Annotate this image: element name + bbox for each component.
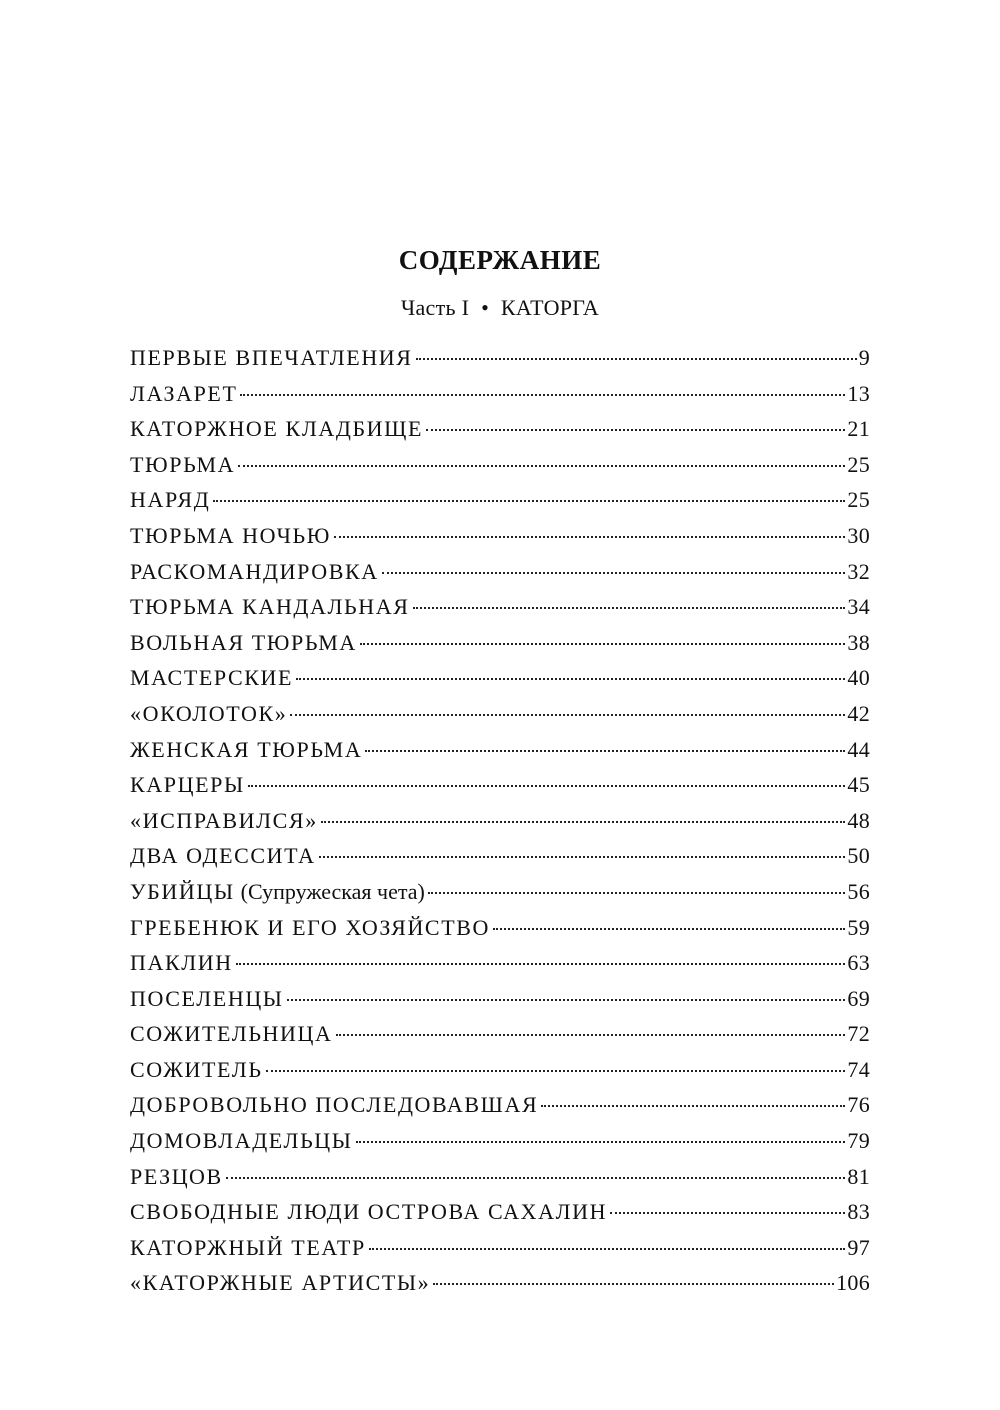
toc-entry-title-text: «КАТОРЖНЫЕ АРТИСТЫ»	[130, 1270, 431, 1296]
part-separator: •	[481, 295, 490, 320]
toc-entry	[130, 340, 870, 376]
toc-entry	[130, 660, 870, 696]
toc-entry-page-number: 83	[847, 1199, 870, 1225]
part-heading	[0, 295, 1000, 321]
toc-entry	[130, 1265, 870, 1301]
toc-entry-title-text: НАРЯД	[130, 487, 211, 513]
toc-entry	[130, 945, 870, 981]
dot-leader	[541, 1105, 845, 1107]
toc-entry-title-text: ДОМОВЛАДЕЛЬЦЫ	[130, 1128, 353, 1154]
dot-leader	[240, 394, 845, 396]
toc-entry	[130, 518, 870, 554]
toc-entry-title	[130, 838, 316, 874]
toc-entry-title-text: ПАКЛИН	[130, 950, 233, 976]
dot-leader	[334, 536, 845, 538]
dot-leader	[226, 1177, 846, 1179]
toc-entry	[130, 1194, 870, 1230]
toc-entry-title	[130, 554, 379, 590]
toc-entry-title-text: ВОЛЬНАЯ ТЮРЬМА	[130, 629, 357, 655]
toc-entry-title-text: ТЮРЬМА НОЧЬЮ	[130, 522, 331, 548]
toc-entry-title	[130, 625, 357, 661]
toc-entry-title-text: «ОКОЛОТОК»	[130, 700, 288, 726]
toc-entry-page-number: 106	[836, 1270, 870, 1296]
part-label: Часть I	[400, 295, 470, 320]
toc-entry	[130, 1052, 870, 1088]
toc-entry-title	[130, 1016, 333, 1052]
dot-leader	[296, 678, 845, 680]
dot-leader	[426, 429, 845, 431]
toc-entry	[130, 874, 870, 910]
toc-entry	[130, 732, 870, 768]
toc-entry-page-number: 69	[847, 985, 870, 1011]
dot-leader	[428, 892, 846, 894]
toc-entry	[130, 696, 870, 732]
toc-entry-page-number: 63	[847, 950, 870, 976]
toc-entry-title-text: ЖЕНСКАЯ ТЮРЬМА	[130, 736, 363, 762]
toc-list	[130, 340, 870, 1301]
toc-entry-title	[130, 589, 410, 625]
dot-leader	[360, 643, 846, 645]
dot-leader	[266, 1070, 846, 1072]
toc-entry-page-number: 76	[847, 1092, 870, 1118]
toc-entry-page-number: 56	[847, 878, 870, 904]
toc-entry-title-text: МАСТЕРСКИЕ	[130, 665, 294, 691]
toc-entry	[130, 910, 870, 946]
toc-entry	[130, 376, 870, 412]
toc-entry-title-text: ДОБРОВОЛЬНО ПОСЛЕДОВАВШАЯ	[130, 1092, 539, 1118]
toc-entry-title	[130, 447, 235, 483]
toc-entry-title-text: РЕЗЦОВ	[130, 1163, 223, 1189]
toc-entry-title-text: СОЖИТЕЛЬНИЦА	[130, 1021, 333, 1047]
toc-entry-title	[130, 482, 210, 518]
toc-entry-subtitle: (Супружеская чета)	[240, 878, 425, 904]
dot-leader	[287, 999, 846, 1001]
toc-entry-page-number: 34	[847, 594, 870, 620]
toc-entry-title	[130, 732, 362, 768]
toc-entry-page-number: 25	[847, 487, 870, 513]
toc-entry-title	[130, 660, 293, 696]
toc-entry-page-number: 32	[847, 558, 870, 584]
toc-entry-title	[130, 1230, 366, 1266]
toc-entry-title	[130, 340, 413, 376]
toc-entry-title-text: ПОСЕЛЕНЦЫ	[130, 985, 284, 1011]
toc-entry-title-text: СВОБОДНЫЕ ЛЮДИ ОСТРОВА САХАЛИН	[130, 1199, 608, 1225]
dot-leader	[369, 1248, 846, 1250]
toc-entry	[130, 1087, 870, 1123]
toc-entry-title	[130, 1194, 607, 1230]
toc-entry-title	[130, 803, 318, 839]
dot-leader	[319, 856, 846, 858]
dot-leader	[238, 465, 845, 467]
toc-entry	[130, 1159, 870, 1195]
toc-entry	[130, 411, 870, 447]
toc-entry-title-text: РАСКОМАНДИРОВКА	[130, 558, 379, 584]
toc-entry	[130, 838, 870, 874]
toc-entry	[130, 589, 870, 625]
toc-entry	[130, 1230, 870, 1266]
toc-entry-title-text: ГРЕБЕНЮК И ЕГО ХОЗЯЙСТВО	[130, 914, 490, 940]
dot-leader	[416, 358, 857, 360]
dot-leader	[356, 1141, 846, 1143]
toc-entry-page-number: 59	[847, 914, 870, 940]
toc-entry-page-number: 30	[847, 522, 870, 548]
toc-entry-page-number: 72	[847, 1021, 870, 1047]
toc-entry-title	[130, 874, 425, 910]
toc-entry-title	[130, 1052, 263, 1088]
toc-entry-page-number: 81	[847, 1163, 870, 1189]
toc-entry	[130, 1016, 870, 1052]
toc-entry-title	[130, 1159, 223, 1195]
toc-entry	[130, 482, 870, 518]
toc-entry-title	[130, 518, 331, 554]
dot-leader	[336, 1034, 846, 1036]
dot-leader	[382, 572, 846, 574]
toc-entry-title-text: ЛАЗАРЕТ	[130, 380, 238, 406]
toc-entry-page-number: 13	[847, 380, 870, 406]
toc-entry-page-number: 9	[858, 345, 870, 370]
toc-entry	[130, 447, 870, 483]
part-name: КАТОРГА	[500, 295, 600, 320]
toc-entry-title	[130, 696, 287, 732]
toc-entry-title	[130, 1123, 353, 1159]
toc-entry-title-text: КАТОРЖНЫЙ ТЕАТР	[130, 1234, 366, 1260]
dot-leader	[413, 607, 846, 609]
dot-leader	[433, 1283, 834, 1285]
toc-entry	[130, 767, 870, 803]
dot-leader	[290, 714, 845, 716]
toc-entry	[130, 554, 870, 590]
dot-leader	[365, 750, 845, 752]
toc-entry-page-number: 79	[847, 1128, 870, 1154]
toc-entry	[130, 1123, 870, 1159]
toc-entry-title	[130, 981, 284, 1017]
toc-entry-title	[130, 1265, 430, 1301]
toc-entry-title-text: ТЮРЬМА	[130, 451, 236, 477]
toc-entry-title-text: ПЕРВЫЕ ВПЕЧАТЛЕНИЯ	[130, 345, 413, 370]
toc-entry-page-number: 45	[847, 772, 870, 798]
toc-entry-page-number: 48	[847, 807, 870, 833]
toc-entry	[130, 981, 870, 1017]
toc-entry-title	[130, 1087, 538, 1123]
toc-entry-title-text: КАРЦЕРЫ	[130, 772, 245, 798]
page-title: СОДЕРЖАНИЕ	[398, 245, 602, 276]
dot-leader	[236, 963, 846, 965]
toc-entry-page-number: 97	[847, 1234, 870, 1260]
toc-entry-title	[130, 411, 423, 447]
toc-entry-page-number: 40	[847, 665, 870, 691]
dot-leader	[213, 500, 845, 502]
toc-entry-title	[130, 767, 245, 803]
dot-leader	[321, 821, 846, 823]
toc-entry-page-number: 42	[847, 700, 870, 726]
toc-entry-title	[130, 910, 490, 946]
toc-entry-page-number: 44	[847, 736, 870, 762]
toc-entry-title-text: ТЮРЬМА КАНДАЛЬНАЯ	[130, 594, 410, 620]
toc-entry-page-number: 25	[847, 451, 870, 477]
toc-entry	[130, 803, 870, 839]
toc-entry-title-text: УБИЙЦЫ	[130, 878, 235, 904]
toc-entry	[130, 625, 870, 661]
dot-leader	[493, 928, 845, 930]
toc-entry-title-text: «ИСПРАВИЛСЯ»	[130, 807, 318, 833]
dot-leader	[610, 1212, 845, 1214]
toc-entry-title-text: КАТОРЖНОЕ КЛАДБИЩЕ	[130, 416, 423, 442]
toc-entry-page-number: 74	[847, 1056, 870, 1082]
toc-entry-title	[130, 945, 233, 981]
toc-entry-title-text: СОЖИТЕЛЬ	[130, 1056, 263, 1082]
toc-entry-page-number: 50	[847, 843, 870, 869]
toc-entry-page-number: 38	[847, 629, 870, 655]
toc-entry-title	[130, 376, 237, 412]
toc-entry-title-text: ДВА ОДЕССИТА	[130, 843, 316, 869]
toc-entry-page-number: 21	[847, 416, 870, 442]
dot-leader	[248, 785, 846, 787]
